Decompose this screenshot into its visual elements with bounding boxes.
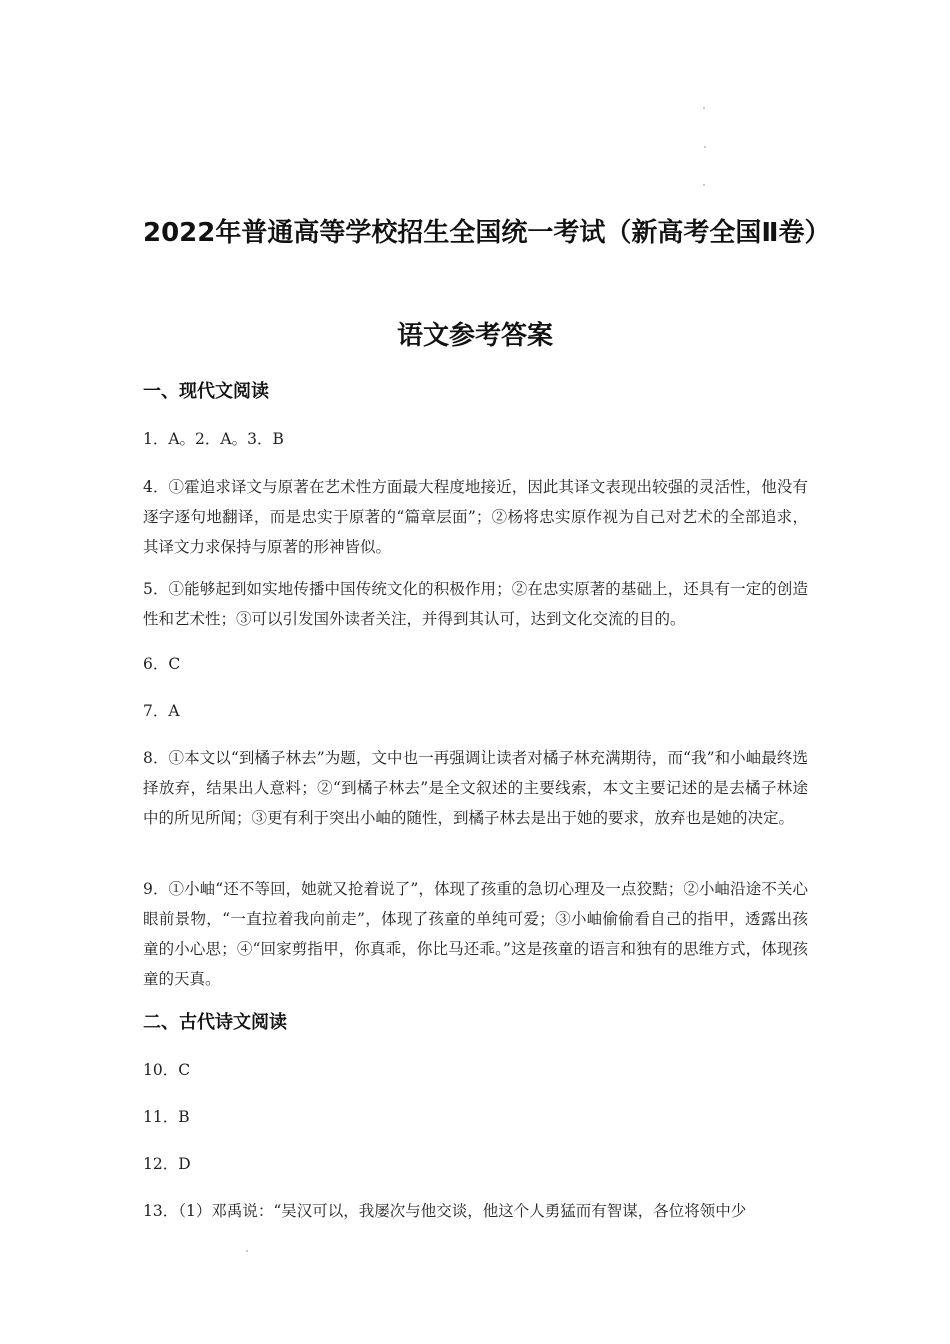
scan-speck: [246, 1250, 248, 1252]
answer-1-3: 1．A。2．A。3．B: [143, 430, 284, 448]
answer-6: 6．C: [143, 655, 181, 673]
answer-7: 7．A: [143, 702, 180, 720]
page-subtitle: 语文参考答案: [396, 321, 553, 351]
answer-10: 10．C: [143, 1061, 191, 1079]
scan-speck: [703, 184, 705, 186]
scan-speck: [704, 146, 706, 148]
scan-speck: [703, 107, 705, 109]
page-title: 2022年普通高等学校招生全国统一考试（新高考全国Ⅱ卷）: [143, 218, 831, 248]
answer-8: 8．①本文以“到橘子林去”为题，文中也一再强调让读者对橘子林充满期待，而“我”和小岫最终选择放弃，结果出人意料；②“到橘子林去”是全文叙述的主要线索，本文主要记述的是去橘子林途中的所见所闻；③更有利于突出小岫的随性，到橘子林去是出于她的要求，放弃也是她的决定。: [143, 749, 808, 827]
answer-4: 4．①霍追求译文与原著在艺术性方面最大程度地接近，因此其译文表现出较强的灵活性，他没有逐字逐句地翻译，而是忠实于原著的“篇章层面”；②杨将忠实原作视为自己对艺术的全部追求，其译文力求保持与原著的形神皆似。: [143, 478, 808, 556]
answer-12: 12．D: [143, 1155, 191, 1173]
answer-13: 13．（1）邓禹说：“吴汉可以，我屡次与他交谈，他这个人勇猛而有智谋，各位将领中少: [143, 1202, 747, 1220]
section-heading-ancient: 二、古代诗文阅读: [143, 1012, 287, 1033]
answer-9: 9．①小岫“还不等回，她就又抢着说了”，体现了孩重的急切心理及一点狡黠；②小岫沿途不关心眼前景物，“一直拉着我向前走”，体现了孩童的单纯可爱；③小岫偷偷看自己的指甲，透露出孩童的小心思；④“回家剪指甲，你真乖，你比马还乖。”这是孩童的语言和独有的思维方式，体现孩童的天真。: [143, 880, 808, 988]
section-heading-modern: 一、现代文阅读: [143, 381, 269, 402]
answer-5: 5．①能够起到如实地传播中国传统文化的积极作用；②在忠实原著的基础上，还具有一定的创造性和艺术性；③可以引发国外读者关注，并得到其认可，达到文化交流的目的。: [143, 580, 808, 628]
answer-11: 11．B: [143, 1108, 190, 1126]
